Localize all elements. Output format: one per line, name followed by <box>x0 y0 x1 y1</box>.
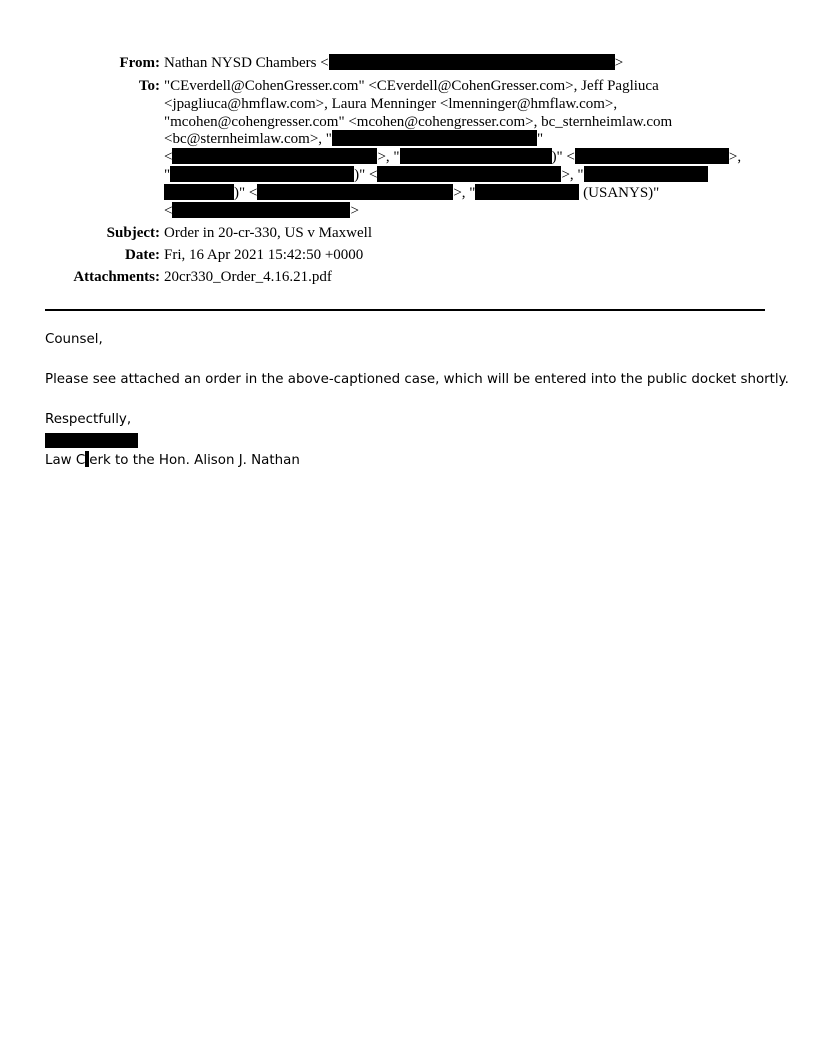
redaction-box <box>164 184 234 200</box>
to-line-2: <jpagliuca@hmflaw.com>, Laura Menninger <lmenninger@hmflaw.com>, <box>164 96 618 112</box>
to-line-1: "CEverdell@CohenGresser.com" <CEverdell@CohenGresser.com>, Jeff Pagliuca <box>164 78 659 94</box>
signature-title <box>45 451 300 469</box>
date-value: Fri, 16 Apr 2021 15:42:50 +0000 <box>164 247 364 263</box>
to-line-5-c: )" < <box>551 149 575 165</box>
to-line-4-text: <bc@sternheimlaw.com>, " <box>164 131 332 147</box>
to-line-8-b: > <box>350 203 359 219</box>
to-line-5-b: >, " <box>377 149 400 165</box>
to-line-5-a: < <box>164 149 173 165</box>
redaction-box <box>575 148 729 164</box>
to-line-5 <box>164 148 741 166</box>
redaction-box <box>172 148 377 164</box>
redaction-box <box>377 166 561 182</box>
message-text: Please see attached an order in the above-captioned case, which will be entered into the public docket shortly. <box>45 372 789 387</box>
from-label: From: <box>119 55 160 71</box>
redaction-box <box>329 54 615 70</box>
to-line-7 <box>164 184 659 202</box>
to-line-7-c: (USANYS)" <box>583 185 660 201</box>
subject-value: Order in 20-cr-330, US v Maxwell <box>164 225 372 241</box>
to-line-6-b: )" < <box>354 167 378 183</box>
redaction-box <box>332 130 537 146</box>
redaction-box <box>257 184 453 200</box>
to-line-6-a: " <box>164 167 171 183</box>
to-line-8-a: < <box>164 203 173 219</box>
to-line-5-d: >, <box>728 149 742 165</box>
header-divider <box>45 309 765 311</box>
redaction-box <box>584 166 708 182</box>
to-line-6-c: >, " <box>561 167 584 183</box>
from-value <box>164 54 623 72</box>
from-close: > <box>614 55 624 71</box>
to-label: To: <box>138 78 160 94</box>
closing: Respectfully, <box>45 412 132 427</box>
to-line-7-b: >, " <box>453 185 476 201</box>
redaction-box <box>172 202 350 218</box>
attachment-file[interactable]: 20cr330_Order_4.16.21.pdf <box>164 269 332 285</box>
signature-redaction <box>45 433 138 448</box>
subject-label: Subject: <box>106 225 160 241</box>
redaction-box <box>400 148 552 164</box>
from-name: Nathan NYSD Chambers < <box>164 55 329 71</box>
signature-title-a: Law C <box>45 453 86 468</box>
to-line-6 <box>164 166 708 184</box>
to-line-8 <box>164 202 359 220</box>
to-line-3: "mcohen@cohengresser.com" <mcohen@cohengresser.com>, bc_sternheimlaw.com <box>164 114 673 130</box>
attachments-label: Attachments: <box>73 269 160 285</box>
salutation: Counsel, <box>45 332 103 347</box>
date-label: Date: <box>125 247 160 263</box>
redaction-box <box>170 166 354 182</box>
signature-title-b: erk to the Hon. Alison J. Nathan <box>89 453 300 468</box>
to-line-4-quote: " <box>536 131 544 147</box>
to-line-7-a: )" < <box>234 185 258 201</box>
redaction-box <box>475 184 579 200</box>
to-line-4 <box>164 130 543 148</box>
